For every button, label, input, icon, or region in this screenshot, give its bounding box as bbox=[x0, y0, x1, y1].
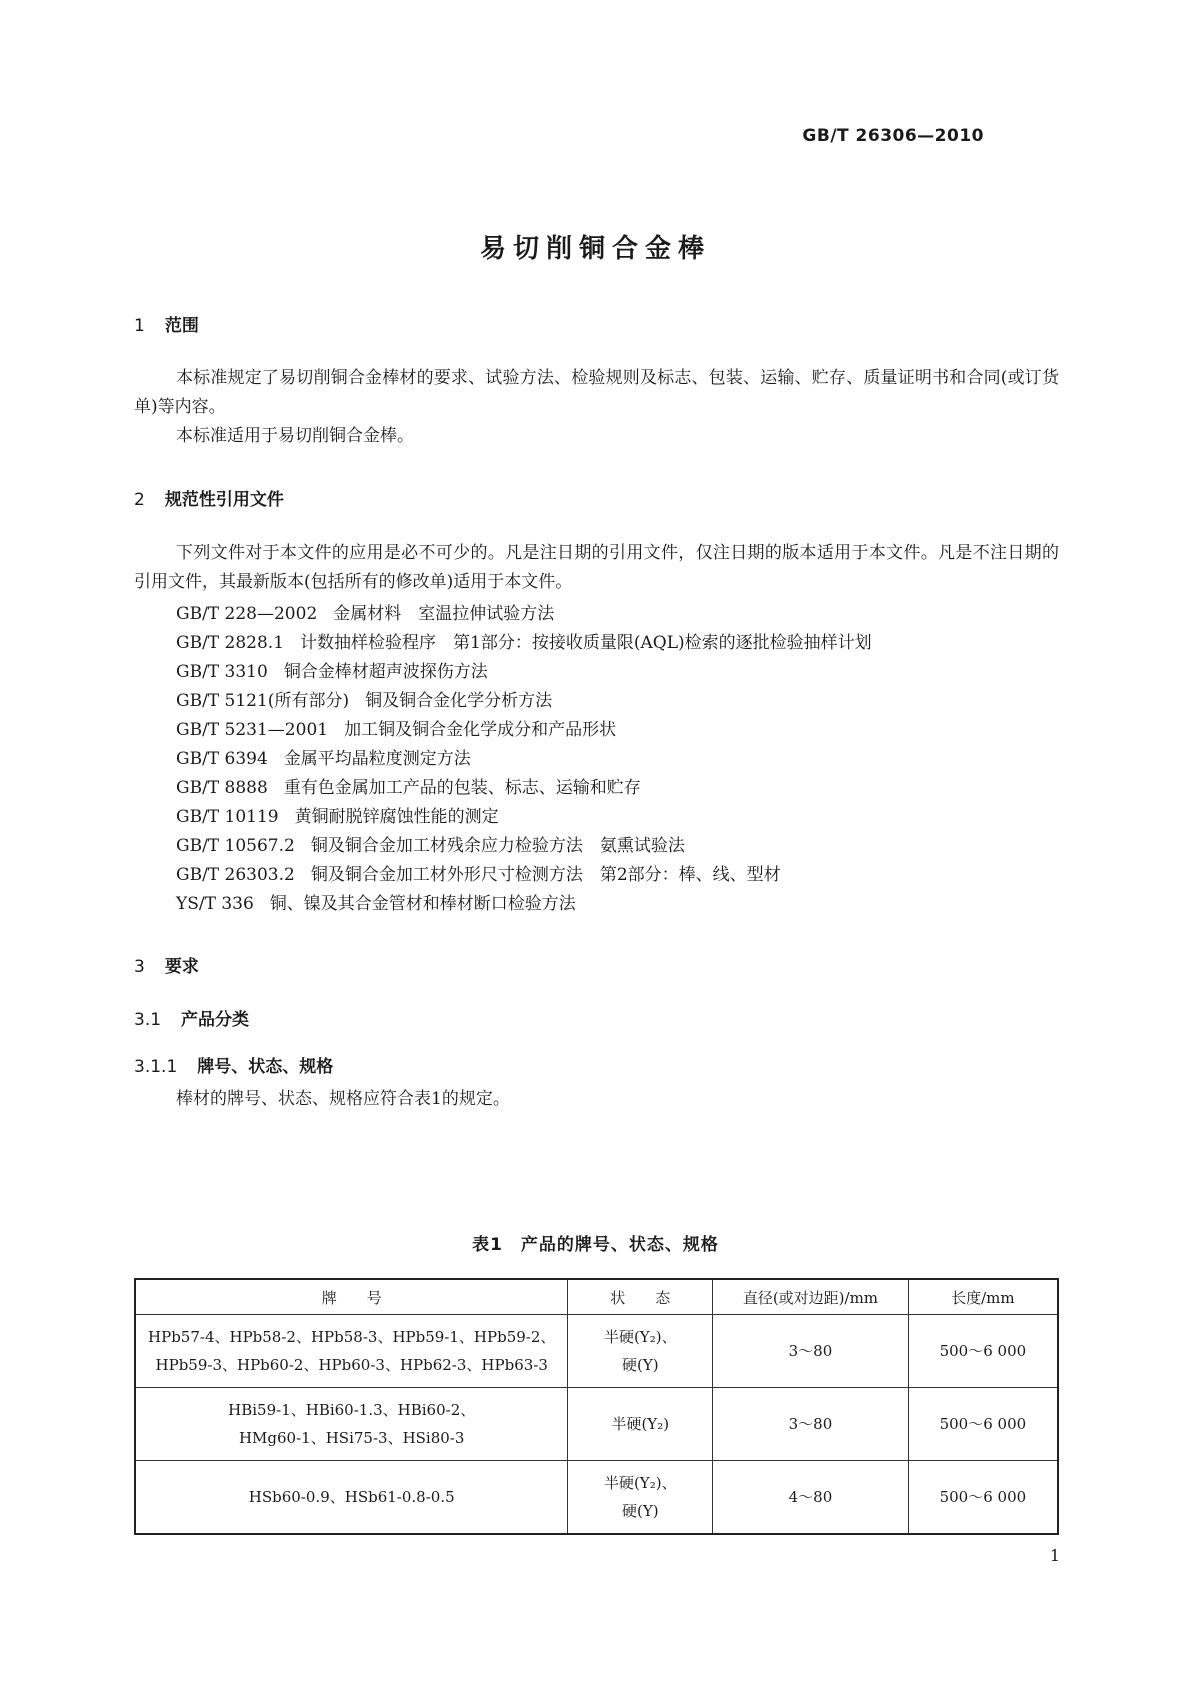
section-3-heading bbox=[134, 952, 199, 977]
grade-cell: HPb57-4、HPb58-2、HPb58-3、HPb59-1、HPb59-2、 HPb59-3、HPb60-2、HPb60-3、HPb62-3、HPb63-3 bbox=[135, 1315, 568, 1388]
spec-table bbox=[134, 1278, 1059, 1535]
reference-code: GB/T 8888 bbox=[176, 778, 268, 798]
reference-title: 金属材料 室温拉伸试验方法 bbox=[333, 604, 555, 624]
scope-paragraph-1: 本标准规定了易切削铜合金棒材的要求、试验方法、检验规则及标志、包装、运输、贮存、质量证明书和合同(或订货单)等内容。 bbox=[134, 368, 1059, 417]
reference-item bbox=[176, 686, 552, 711]
reference-title: 铜及铜合金加工材残余应力检验方法 氨熏试验法 bbox=[310, 836, 685, 856]
references-intro: 下列文件对于本文件的应用是必不可少的。凡是注日期的引用文件，仅注日期的版本适用于本文件。凡是不注日期的引用文件，其最新版本(包括所有的修改单)适用于本文件。 bbox=[134, 543, 1059, 592]
reference-code: GB/T 10567.2 bbox=[176, 836, 295, 856]
reference-title: 铜及铜合金加工材外形尺寸检测方法 第2部分：棒、线、型材 bbox=[310, 865, 781, 885]
reference-code: GB/T 5231—2001 bbox=[176, 720, 329, 740]
reference-title: 铜合金棒材超声波探伤方法 bbox=[283, 662, 488, 682]
section-number: 2 bbox=[134, 490, 145, 510]
reference-item bbox=[176, 599, 554, 624]
section-title: 要求 bbox=[164, 957, 199, 977]
section-title: 规范性引用文件 bbox=[164, 490, 284, 510]
reference-code: GB/T 6394 bbox=[176, 749, 268, 769]
header-temper: 状 态 bbox=[568, 1279, 713, 1315]
reference-item bbox=[176, 773, 641, 798]
temper-cell: 半硬(Y₂) bbox=[568, 1388, 713, 1461]
reference-title: 铜及铜合金化学分析方法 bbox=[365, 691, 553, 711]
section-3-1-1-heading bbox=[134, 1052, 333, 1077]
table-row bbox=[135, 1315, 1058, 1388]
diameter-cell: 4～80 bbox=[713, 1461, 909, 1535]
document-title: 易切削铜合金棒 bbox=[479, 234, 711, 264]
reference-item bbox=[176, 802, 499, 827]
section-number: 3.1 bbox=[134, 1010, 162, 1030]
reference-title: 黄铜耐脱锌腐蚀性能的测定 bbox=[294, 807, 499, 827]
reference-item bbox=[176, 628, 872, 653]
length-cell: 500～6 000 bbox=[908, 1315, 1058, 1388]
reference-title: 铜、镍及其合金管材和棒材断口检验方法 bbox=[269, 894, 576, 914]
reference-code: GB/T 26303.2 bbox=[176, 865, 295, 885]
reference-code: YS/T 336 bbox=[176, 894, 254, 914]
header-diameter: 直径(或对边距)/mm bbox=[713, 1279, 909, 1315]
reference-item bbox=[176, 831, 685, 856]
reference-code: GB/T 228—2002 bbox=[176, 604, 318, 624]
reference-item bbox=[176, 657, 488, 682]
section-1-heading bbox=[134, 311, 199, 336]
reference-code: GB/T 3310 bbox=[176, 662, 268, 682]
reference-item bbox=[176, 715, 616, 740]
diameter-cell: 3～80 bbox=[713, 1388, 909, 1461]
section-title: 牌号、状态、规格 bbox=[197, 1057, 334, 1077]
grade-cell: HBi59-1、HBi60-1.3、HBi60-2、 HMg60-1、HSi75-3、HSi80-3 bbox=[135, 1388, 568, 1461]
reference-title: 加工铜及铜合金化学成分和产品形状 bbox=[344, 720, 617, 740]
header-length: 长度/mm bbox=[908, 1279, 1058, 1315]
section-2-heading bbox=[134, 485, 284, 510]
table-row bbox=[135, 1388, 1058, 1461]
scope-paragraph-2: 本标准适用于易切削铜合金棒。 bbox=[176, 426, 414, 446]
section-title: 范围 bbox=[164, 316, 199, 336]
header-grade: 牌 号 bbox=[135, 1279, 568, 1315]
table-row bbox=[135, 1461, 1058, 1535]
reference-code: GB/T 5121(所有部分) bbox=[176, 691, 350, 711]
section-number: 1 bbox=[134, 316, 145, 336]
reference-code: GB/T 2828.1 bbox=[176, 633, 285, 653]
section-3-1-heading bbox=[134, 1005, 249, 1030]
table-header-row bbox=[135, 1279, 1058, 1315]
section-title: 产品分类 bbox=[181, 1010, 250, 1030]
table-reference-text: 棒材的牌号、状态、规格应符合表1的规定。 bbox=[176, 1089, 510, 1109]
section-number: 3 bbox=[134, 957, 145, 977]
section-number: 3.1.1 bbox=[134, 1057, 178, 1077]
length-cell: 500～6 000 bbox=[908, 1388, 1058, 1461]
reference-item bbox=[176, 744, 471, 769]
reference-title: 计数抽样检验程序 第1部分：按接收质量限(AQL)检索的逐批检验抽样计划 bbox=[300, 633, 872, 653]
reference-title: 金属平均晶粒度测定方法 bbox=[283, 749, 471, 769]
grade-cell: HSb60-0.9、HSb61-0.8-0.5 bbox=[135, 1461, 568, 1535]
table-caption: 表1 产品的牌号、状态、规格 bbox=[472, 1235, 719, 1255]
reference-title: 重有色金属加工产品的包装、标志、运输和贮存 bbox=[283, 778, 641, 798]
temper-cell: 半硬(Y₂)、 硬(Y) bbox=[568, 1315, 713, 1388]
reference-code: GB/T 10119 bbox=[176, 807, 279, 827]
temper-cell: 半硬(Y₂)、 硬(Y) bbox=[568, 1461, 713, 1535]
page-number: 1 bbox=[1049, 1546, 1060, 1565]
standard-code: GB/T 26306—2010 bbox=[802, 126, 984, 146]
reference-item bbox=[176, 860, 781, 885]
length-cell: 500～6 000 bbox=[908, 1461, 1058, 1535]
diameter-cell: 3～80 bbox=[713, 1315, 909, 1388]
reference-item bbox=[176, 889, 576, 914]
